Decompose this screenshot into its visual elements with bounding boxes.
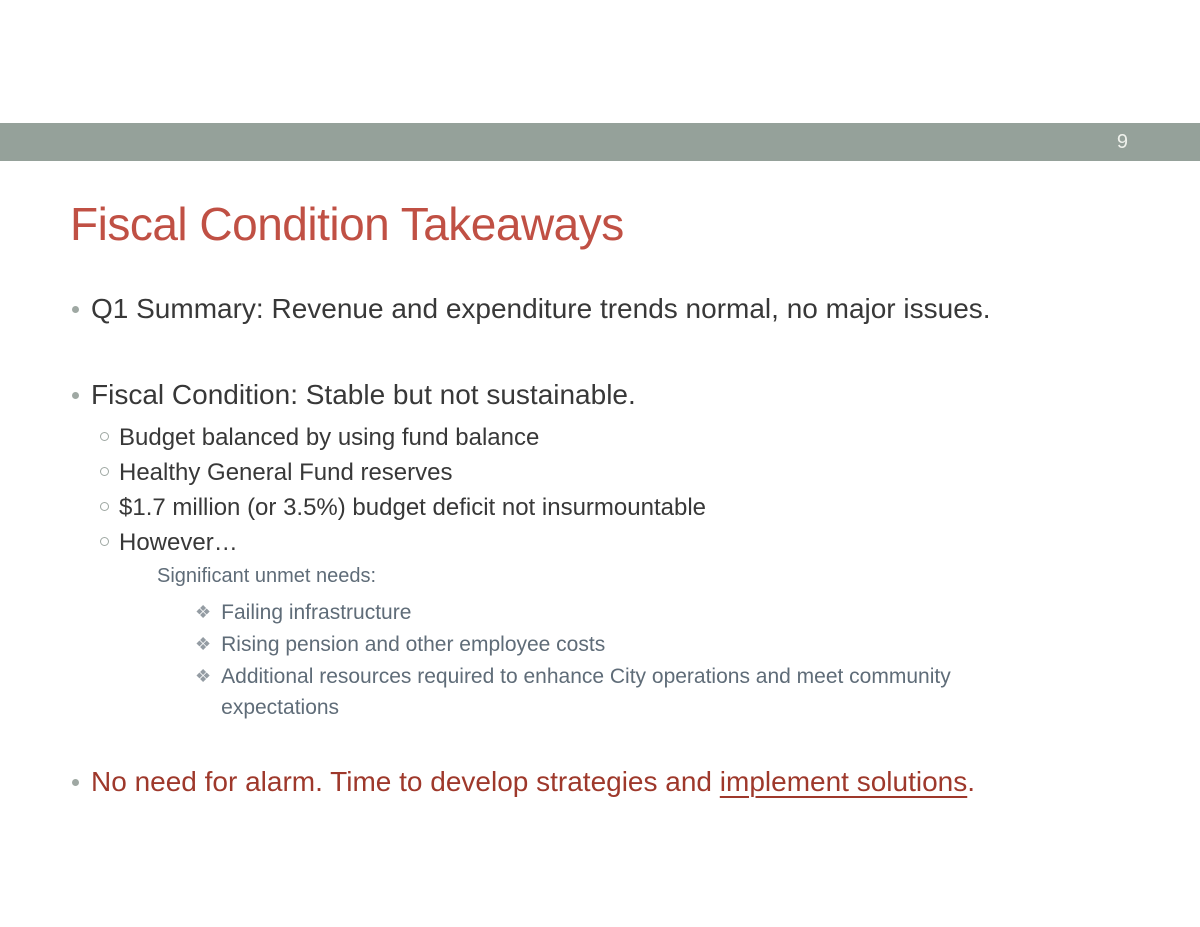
sub-bullet-text: $1.7 million (or 3.5%) budget deficit not insurmountable (119, 494, 706, 521)
closing-prefix: No need for alarm. Time to develop strategies and (91, 766, 720, 797)
unmet-needs-label: Significant unmet needs: (157, 565, 377, 587)
circle-bullet-icon (100, 502, 109, 511)
diamond-bullet-icon: ❖ (195, 602, 212, 622)
slide-number-bar (0, 123, 1200, 161)
circle-bullet-icon (100, 537, 109, 546)
bullet-text: Q1 Summary: Revenue and expenditure trends normal, no major issues. (91, 293, 991, 324)
sub-bullet-list (100, 420, 1130, 560)
list-item (195, 661, 1015, 723)
bullet-item (70, 378, 1130, 412)
unmet-need-text: Rising pension and other employee costs (221, 633, 606, 656)
bullet-text: Fiscal Condition: Stable but not sustainable. (91, 379, 636, 410)
list-item (100, 525, 1130, 560)
circle-bullet-icon (100, 467, 109, 476)
closing-suffix: . (967, 766, 976, 797)
list-item (100, 455, 1130, 490)
bullet-dot-icon (72, 779, 79, 786)
slide-content (70, 196, 1130, 799)
diamond-bullet-icon: ❖ (195, 666, 212, 686)
closing-underlined-text: implement solutions (719, 766, 968, 797)
sub-bullet-text: However… (119, 529, 238, 556)
bullet-dot-icon (72, 306, 79, 313)
list-item (100, 420, 1130, 455)
circle-bullet-icon (100, 432, 109, 441)
page-number: 9 (1116, 131, 1128, 153)
sub-bullet-text: Healthy General Fund reserves (119, 459, 453, 486)
sub-bullet-text: Budget balanced by using fund balance (119, 424, 540, 451)
closing-statement (70, 765, 1130, 799)
slide-title: Fiscal Condition Takeaways (70, 198, 624, 250)
bullet-item (70, 292, 1130, 326)
bullet-dot-icon (72, 392, 79, 399)
list-item (195, 597, 1015, 628)
diamond-bullet-icon: ❖ (195, 634, 212, 654)
unmet-need-text: Failing infrastructure (221, 601, 412, 624)
closing-text (91, 765, 975, 799)
unmet-need-text: Additional resources required to enhance City operations and meet community expectations (221, 665, 951, 719)
unmet-needs-list (195, 597, 1130, 723)
list-item (195, 629, 1015, 660)
list-item (100, 490, 1130, 525)
